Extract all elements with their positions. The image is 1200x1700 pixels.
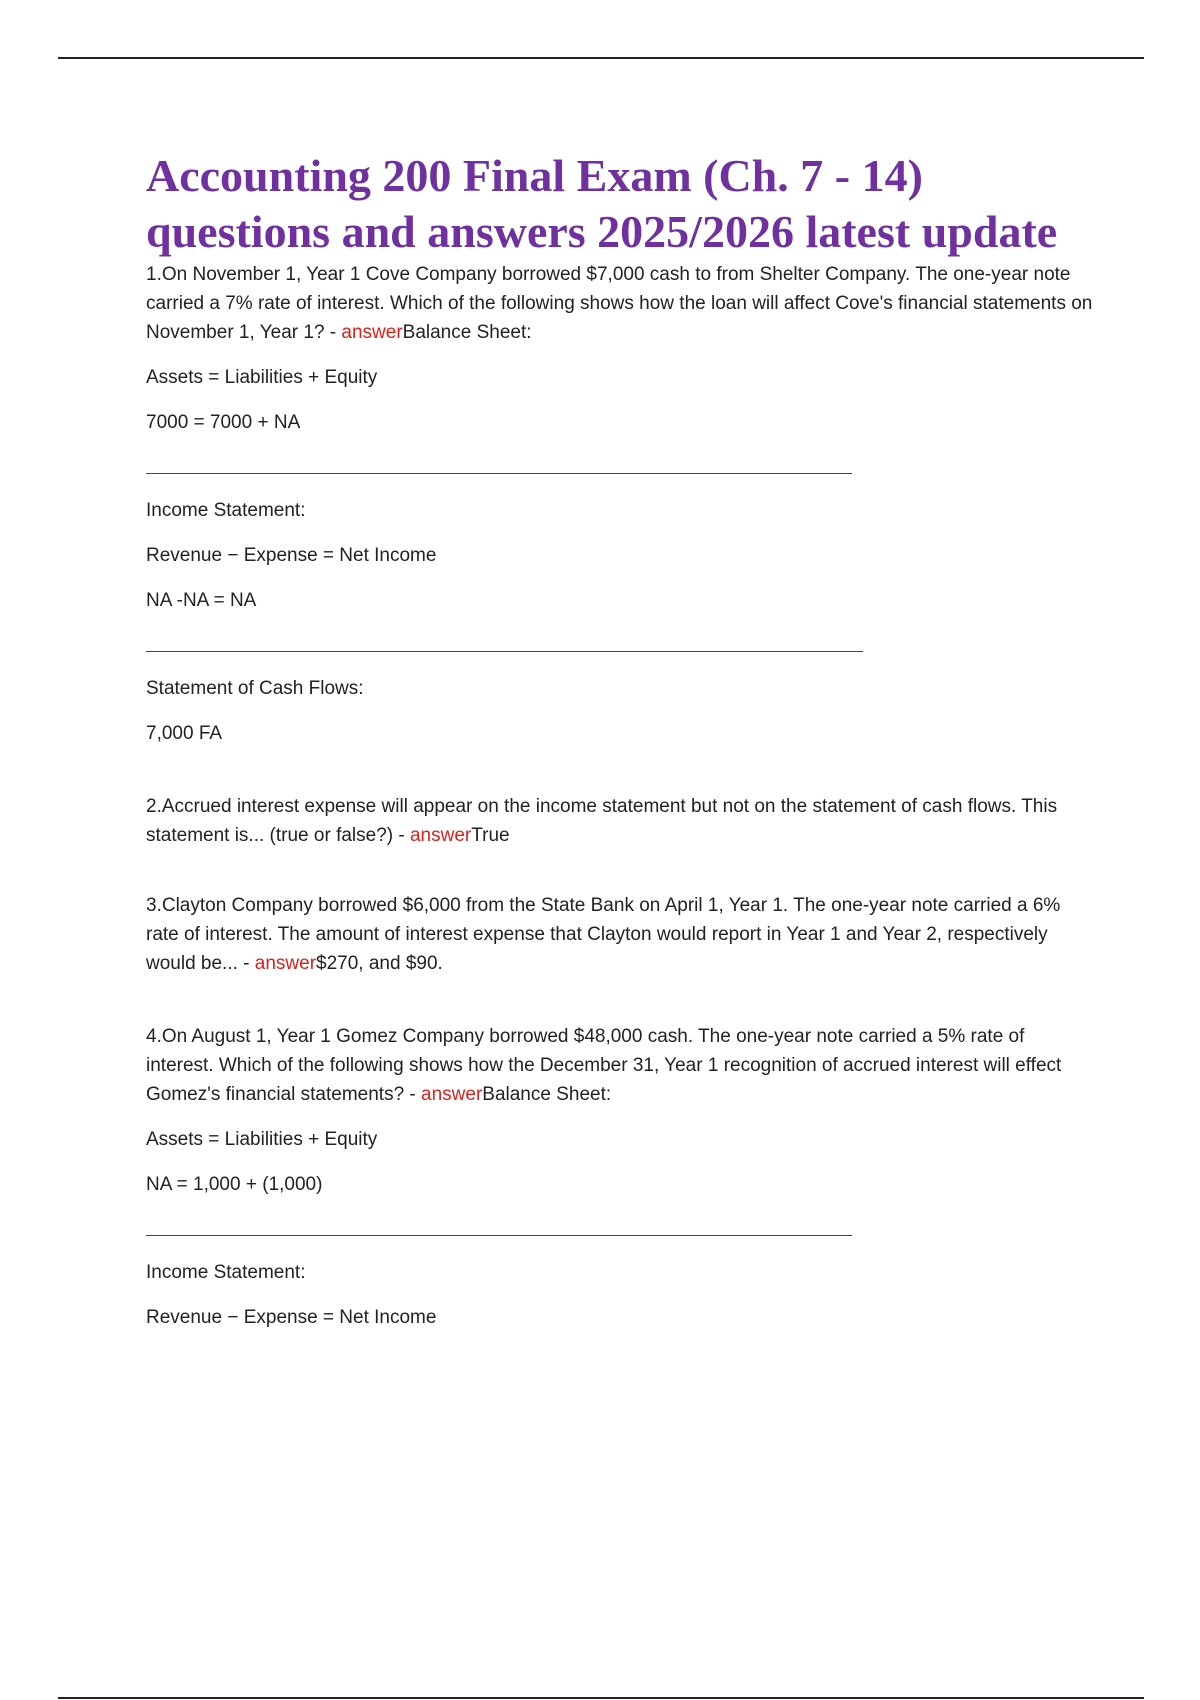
q1-divider-1 (146, 473, 852, 474)
q4-divider-1 (146, 1235, 852, 1236)
q1-balance-sheet-values: 7000 = 7000 + NA (146, 412, 301, 433)
answer-label: answer (409, 825, 472, 846)
question-3-text (146, 891, 1096, 978)
question-3-answer: $270, and $90. (316, 953, 443, 974)
q1-income-statement-values: NA -NA = NA (146, 590, 257, 611)
q1-balance-sheet-equation: Assets = Liabilities + Equity (146, 367, 378, 388)
question-2-prompt: 2.Accrued interest expense will appear on the income statement but not on the statement of cash flows. This statement is... (true or false?) - (146, 796, 1058, 846)
question-4 (146, 1022, 1096, 1332)
answer-label: answer (341, 322, 403, 343)
question-4-text (146, 1022, 1096, 1109)
question-1-prompt: 1.On November 1, Year 1 Cove Company borrowed $7,000 cash to from Shelter Company. The one-year note carried a 7% rate of interest. Which of the following shows how the loan will affect Cove's financial statements on November 1, Year 1? - (146, 264, 1093, 343)
question-1-text (146, 260, 1096, 347)
q4-balance-sheet-values: NA = 1,000 + (1,000) (146, 1174, 323, 1195)
question-2-answer: True (471, 825, 510, 846)
question-2-text (146, 792, 1096, 850)
question-4-answer-heading: Balance Sheet: (482, 1084, 612, 1105)
answer-label: answer (421, 1084, 483, 1105)
page-bottom-rule (58, 1697, 1144, 1699)
page-top-rule (58, 57, 1144, 59)
q4-income-statement-equation: Revenue − Expense = Net Income (146, 1307, 437, 1328)
q4-income-statement-label: Income Statement: (146, 1262, 306, 1283)
q1-income-statement-label: Income Statement: (146, 500, 306, 521)
question-2 (146, 792, 1096, 850)
document-title: Accounting 200 Final Exam (Ch. 7 - 14) questions and answers 2025/2026 latest update (146, 150, 1058, 257)
question-1 (146, 260, 1096, 748)
question-4-prompt: 4.On August 1, Year 1 Gomez Company borrowed $48,000 cash. The one-year note carried a 5% rate of interest. Which of the following shows how the December 31, Year 1 recognition of accrued interest will effect Gomez's financial statements? - (146, 1026, 1062, 1105)
q1-divider-2 (146, 651, 863, 652)
question-3 (146, 891, 1096, 978)
q1-income-statement-equation: Revenue − Expense = Net Income (146, 545, 437, 566)
q4-balance-sheet-equation: Assets = Liabilities + Equity (146, 1129, 378, 1150)
document-body (146, 148, 1096, 1332)
question-1-answer-heading: Balance Sheet: (402, 322, 532, 343)
q1-cash-flows-values: 7,000 FA (146, 723, 223, 744)
question-3-prompt: 3.Clayton Company borrowed $6,000 from the State Bank on April 1, Year 1. The one-year note carried a 6% rate of interest. The amount of interest expense that Clayton would report in Year 1 and Year 2, respectively would be... - (146, 895, 1061, 974)
q1-cash-flows-label: Statement of Cash Flows: (146, 678, 364, 699)
answer-label: answer (254, 953, 317, 974)
